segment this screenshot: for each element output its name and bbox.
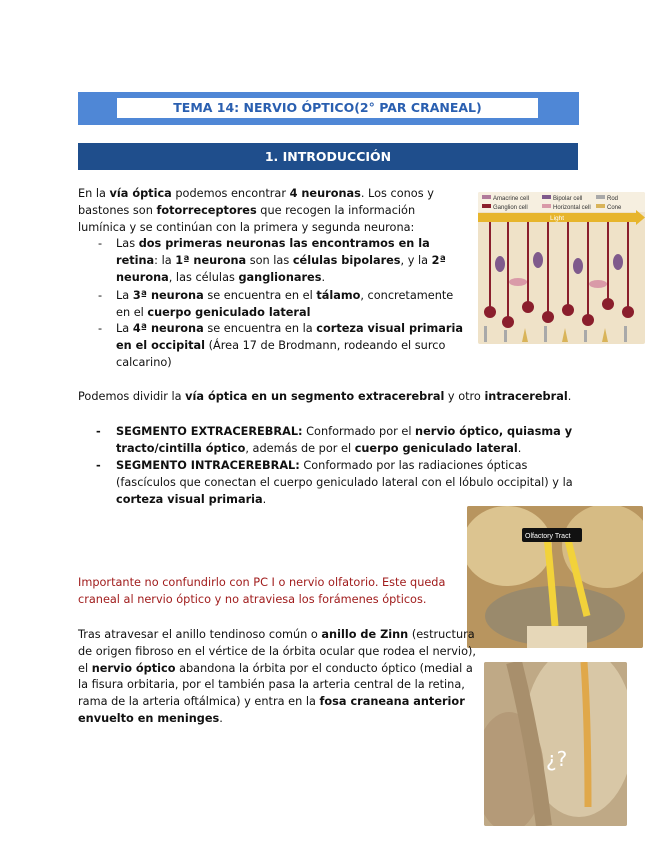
legend-rod: Rod <box>607 196 619 202</box>
list-item: - La 3ª neurona se encuentra en el tálamo, concretamente en el cuerpo geniculado lateral <box>98 289 454 319</box>
retina-diagram <box>478 192 645 344</box>
legend-ganglion: Ganglion cell <box>493 205 528 211</box>
list-item: - La 4ª neurona se encuentra en la corteza visual primaria en el occipital (Área 17 de Brodmann, rodeando el surco calcarino) <box>98 322 463 369</box>
question-label: ¿? <box>546 747 568 771</box>
legend-amacrine: Amacrine cell <box>493 196 530 202</box>
list-item: - Las dos primeras neuronas las encontramos en la retina: la 1ª neurona son las células bipolares, y la 2ª neurona, las células ganglionares. <box>98 237 446 284</box>
olfactory-label: Olfactory Tract <box>525 533 571 540</box>
page-title: TEMA 14: NERVIO ÓPTICO(2° PAR CRANEAL) <box>117 98 538 118</box>
segments-intro: Podemos dividir la vía óptica en un segmento extracerebral y otro intracerebral. <box>78 390 572 403</box>
legend-cone: Cone <box>607 205 622 211</box>
list-item: - SEGMENTO EXTRACEREBRAL: Conformado por el nervio óptico, quiasma y tracto/cintilla óptico, además de por el cuerpo geniculado lateral. <box>96 425 573 455</box>
zinn-paragraph: Tras atravesar el anillo tendinoso común o anillo de Zinn (estructura de origen fibroso en el vértice de la órbita ocular que rodea el nervio), el nervio óptico abandona la órbita por el conducto óptico (medial a la fisura orbitaria, por el también pasa la arteria central de la retina, rama de la arteria oftálmica) y entra en la fosa craneana anterior envuelto en meninges. <box>78 628 476 725</box>
legend-horizontal: Horizontal cell <box>553 205 591 211</box>
optic-nerve-photo <box>484 662 627 826</box>
light-label: Light <box>550 215 565 222</box>
section-heading: 1. INTRODUCCIÓN <box>78 143 578 170</box>
legend-bipolar: Bipolar cell <box>553 196 583 202</box>
intro-paragraph: En la vía óptica podemos encontrar 4 neuronas. Los conos y bastones son fotorreceptores que recogen la información lumínica y se continúan con la primera y segunda neurona: <box>78 187 434 234</box>
olfactory-tract-photo <box>467 506 643 648</box>
list-item: - SEGMENTO INTRACEREBRAL: Conformado por las radiaciones ópticas (fascículos que conectan el cuerpo geniculado lateral con el lóbulo occipital) y la corteza visual primaria. <box>96 459 573 506</box>
important-note: Importante no confundirlo con PC I o nervio olfatorio. Este queda craneal al nervio óptico y no atraviesa los forámenes ópticos. <box>78 576 446 606</box>
